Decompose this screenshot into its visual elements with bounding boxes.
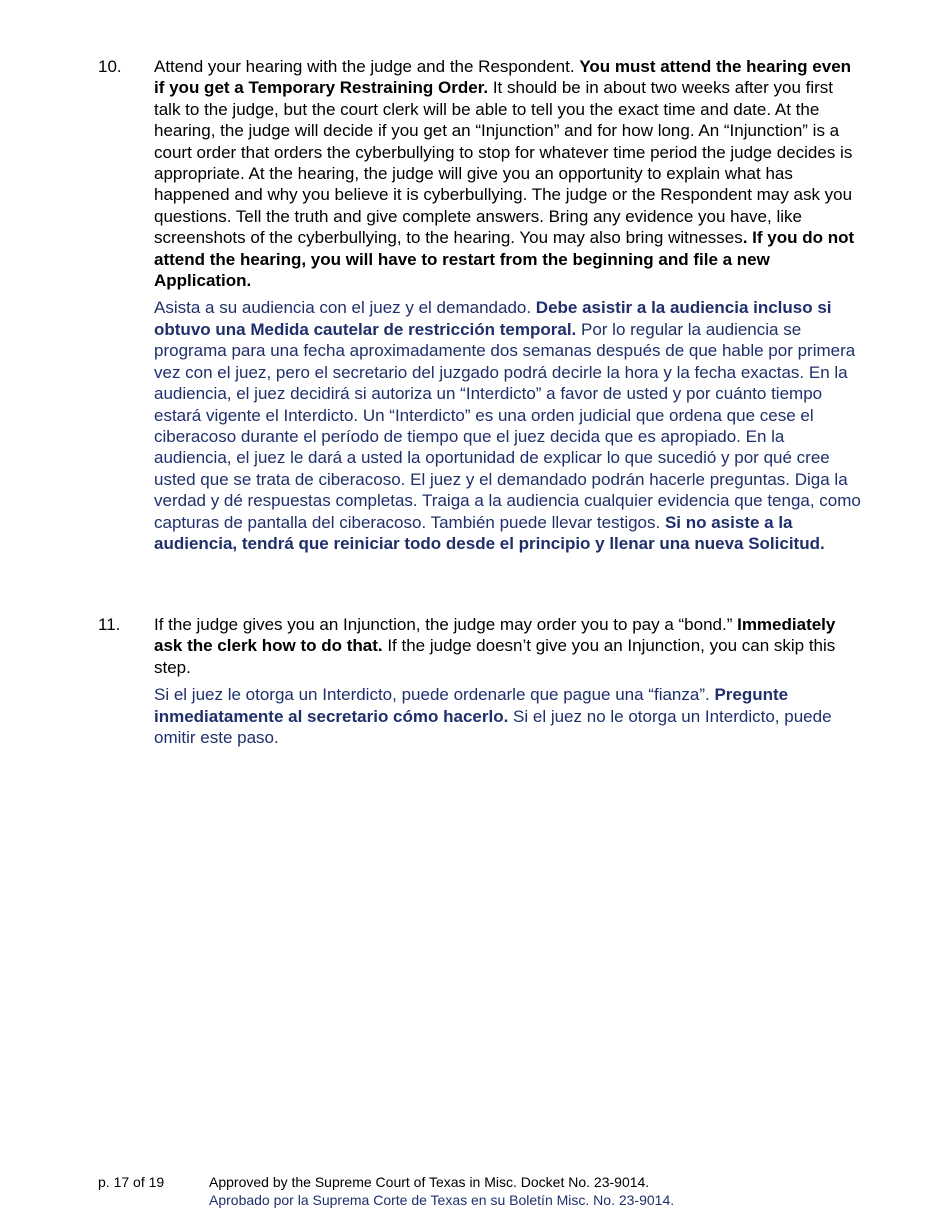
bold-text: Immediately ask the clerk how to do that. xyxy=(154,615,836,656)
approval-note-en: Approved by the Supreme Court of Texas in Misc. Docket No. 23-9014. xyxy=(209,1174,650,1190)
bold-text: You must attend the hearing even if you get a Temporary Restraining Order. xyxy=(154,57,852,98)
approval-note-es: Aprobado por la Suprema Corte de Texas en su Boletín Misc. No. 23-9014. xyxy=(209,1192,675,1208)
spanish-paragraph xyxy=(154,297,863,554)
bold-text: Si no asiste a la audiencia, tendrá que reiniciar todo desde el principio y llenar una nueva Solicitud. xyxy=(154,512,825,553)
bold-text: Pregunte inmediatamente al secretario cómo hacerlo. xyxy=(154,685,789,726)
text-span: Asista a su audiencia con el juez y el demandado. xyxy=(154,298,536,318)
instruction-item-10 xyxy=(98,56,863,554)
text-span: If the judge doesn’t give you an Injunction, you can skip this step. xyxy=(154,636,836,677)
bold-text: . If you do not attend the hearing, you will have to restart from the beginning and file a new Application. xyxy=(154,228,855,291)
text-span: Si el juez le otorga un Interdicto, puede ordenarle que pague una “fianza”. xyxy=(154,685,715,705)
page-number: p. 17 of 19 xyxy=(98,1174,165,1190)
text-span: Attend your hearing with the judge and the Respondent. xyxy=(154,57,580,76)
english-paragraph xyxy=(154,56,863,291)
text-span: Por lo regular la audiencia se programa para una fecha aproximadamente dos semanas después de que hable por primera vez con el juez, pero el secretario del juzgado podrá decirle la hora y la fecha exactas. En la audiencia, el juez decidirá si autoriza un “Interdicto” a favor de usted y por cuánto tiempo estará vigente el Interdicto. Un “Interdicto” es una orden judicial que ordena que cese el ciberacoso durante el período de tiempo que el juez decida que es apropiado. En la audiencia, el juez le dará a usted la oportunidad de explicar lo que sucedió y por qué cree usted que se trata de ciberacoso. El juez y el demandado podrán hacerle preguntas. Diga la verdad y dé respuestas completas. Traiga a la audiencia cualquier evidencia que tenga, como capturas de pantalla del ciberacoso. También puede llevar testigos. xyxy=(154,319,861,532)
item-number: 10. xyxy=(98,57,122,76)
text-span: If the judge gives you an Injunction, the judge may order you to pay a “bond.” xyxy=(154,615,738,634)
item-number: 11. xyxy=(98,615,121,634)
spanish-paragraph xyxy=(154,684,863,748)
bold-text: Debe asistir a la audiencia incluso si obtuvo una Medida cautelar de restricción temporal. xyxy=(154,298,832,339)
text-span: It should be in about two weeks after you first talk to the judge, but the court clerk will be able to tell you the exact time and date. At the hearing, the judge will decide if you get an “Injunction” and for how long. An “Injunction” is a court order that orders the cyberbullying to stop for whatever time period the judge decides is appropriate. At the hearing, the judge will give you an opportunity to explain what has happened and why you believe it is cyberbullying. The judge or the Respondent may ask you questions. Tell the truth and give complete answers. Bring any evidence you have, like screenshots of the cyberbullying, to the hearing. You may also bring witnesses xyxy=(154,78,853,248)
english-paragraph xyxy=(154,614,863,678)
text-span: Si el juez no le otorga un Interdicto, puede omitir este paso. xyxy=(154,706,832,748)
page-footer xyxy=(98,1173,878,1209)
instruction-item-11 xyxy=(98,614,863,748)
